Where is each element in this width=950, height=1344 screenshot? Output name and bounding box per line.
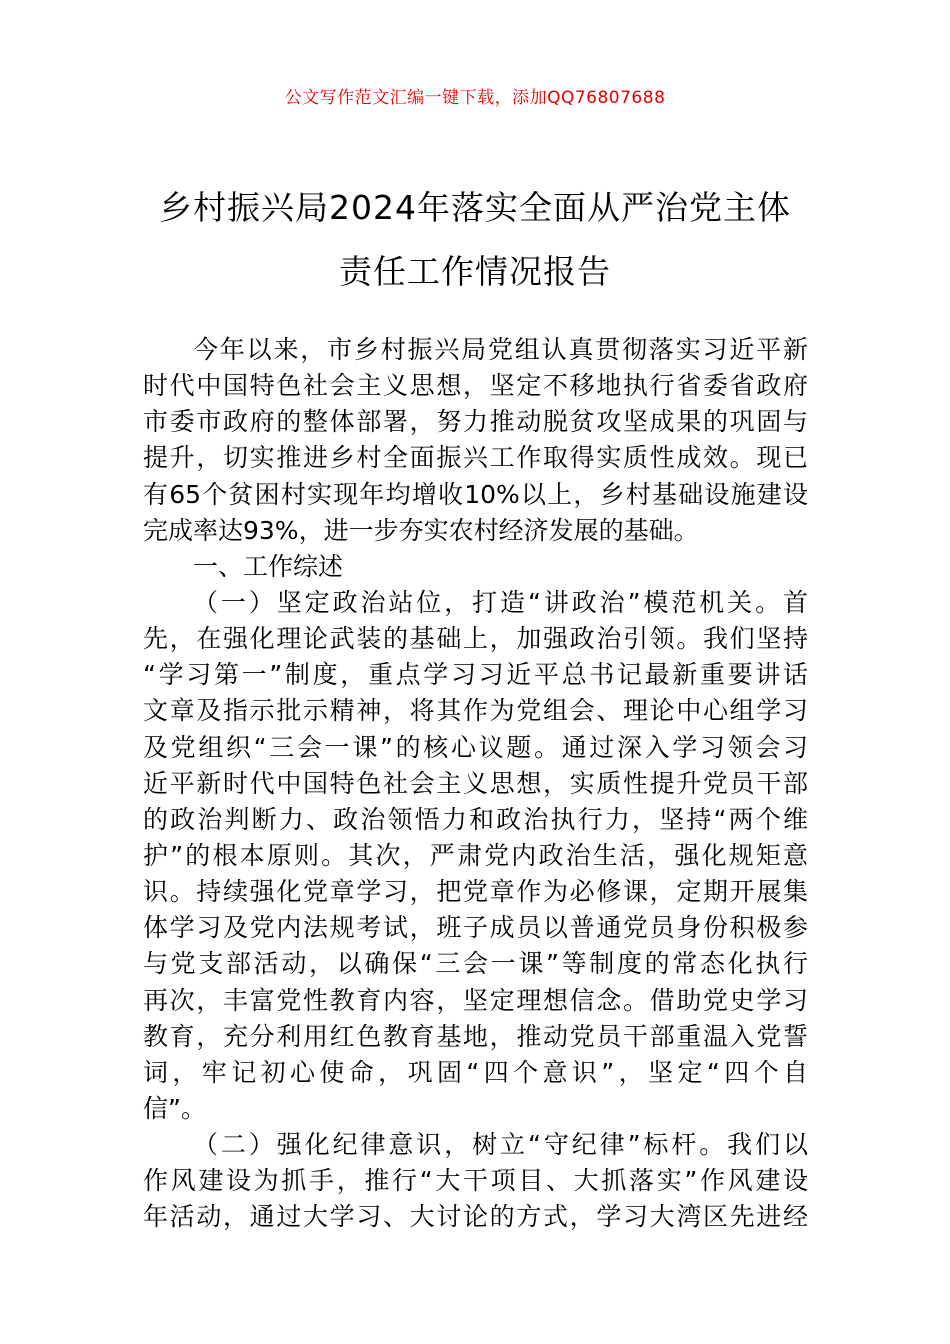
body-line: 完成率达93%，进一步夯实农村经济发展的基础。 <box>143 515 699 545</box>
body-line: “学习第一”制度，重点学习习近平总书记最新重要讲话 <box>143 660 808 690</box>
body-line: 近平新时代中国特色社会主义思想，实质性提升党员干部 <box>143 768 808 798</box>
subsection-heading-1: （一）坚定政治站位，打造“讲政治”模范机关。首 <box>193 587 808 617</box>
body-line: 作风建设为抓手，推行“大干项目、大抓落实”作风建设 <box>143 1166 808 1196</box>
body-line: 信”。 <box>143 1093 206 1123</box>
body-line: 词，牢记初心使命，巩固“四个意识”，坚定“四个自 <box>143 1057 808 1087</box>
subsection-heading-2: （二）强化纪律意识，树立“守纪律”标杆。我们以 <box>193 1130 808 1160</box>
body-line: 提升，切实推进乡村全面振兴工作取得实质性成效。现已 <box>143 443 808 473</box>
body-line: 时代中国特色社会主义思想，坚定不移地执行省委省政府 <box>143 371 808 401</box>
download-notice: 公文写作范文汇编一键下载，添加QQ76807688 <box>284 88 666 108</box>
title-line-2: 责任工作情况报告 <box>339 252 611 291</box>
body-line: 再次，丰富党性教育内容，坚定理想信念。借助党史学习 <box>143 985 808 1015</box>
body-line: 市委市政府的整体部署，努力推动脱贫攻坚成果的巩固与 <box>143 407 808 437</box>
section-heading: 一、工作综述 <box>193 551 344 581</box>
body-line: 体学习及党内法规考试，班子成员以普通党员身份积极参 <box>143 913 808 943</box>
document-title <box>60 176 890 304</box>
body-line: 教育，充分利用红色教育基地，推动党员干部重温入党誓 <box>143 1021 808 1051</box>
body-line: 及党组织“三会一课”的核心议题。通过深入学习领会习 <box>143 732 808 762</box>
body-line: 有65个贫困村实现年均增收10%以上，乡村基础设施建设 <box>143 479 808 509</box>
report-body <box>143 332 808 1236</box>
title-line-1: 乡村振兴局2024年落实全面从严治党主体 <box>159 188 791 227</box>
body-line: 今年以来，市乡村振兴局党组认真贯彻落实习近平新 <box>193 335 808 364</box>
body-line: 识。持续强化党章学习，把党章作为必修课，定期开展集 <box>143 877 808 907</box>
body-line: 文章及指示批示精神，将其作为党组会、理论中心组学习 <box>143 696 808 726</box>
body-line: 与党支部活动，以确保“三会一课”等制度的常态化执行 <box>143 949 808 979</box>
body-line: 的政治判断力、政治领悟力和政治执行力，坚持“两个维 <box>143 804 808 834</box>
body-line: 护”的根本原则。其次，严肃党内政治生活，强化规矩意 <box>143 840 808 870</box>
body-line: 先，在强化理论武装的基础上，加强政治引领。我们坚持 <box>143 624 808 654</box>
body-line: 年活动，通过大学习、大讨论的方式，学习大湾区先进经 <box>143 1202 808 1232</box>
